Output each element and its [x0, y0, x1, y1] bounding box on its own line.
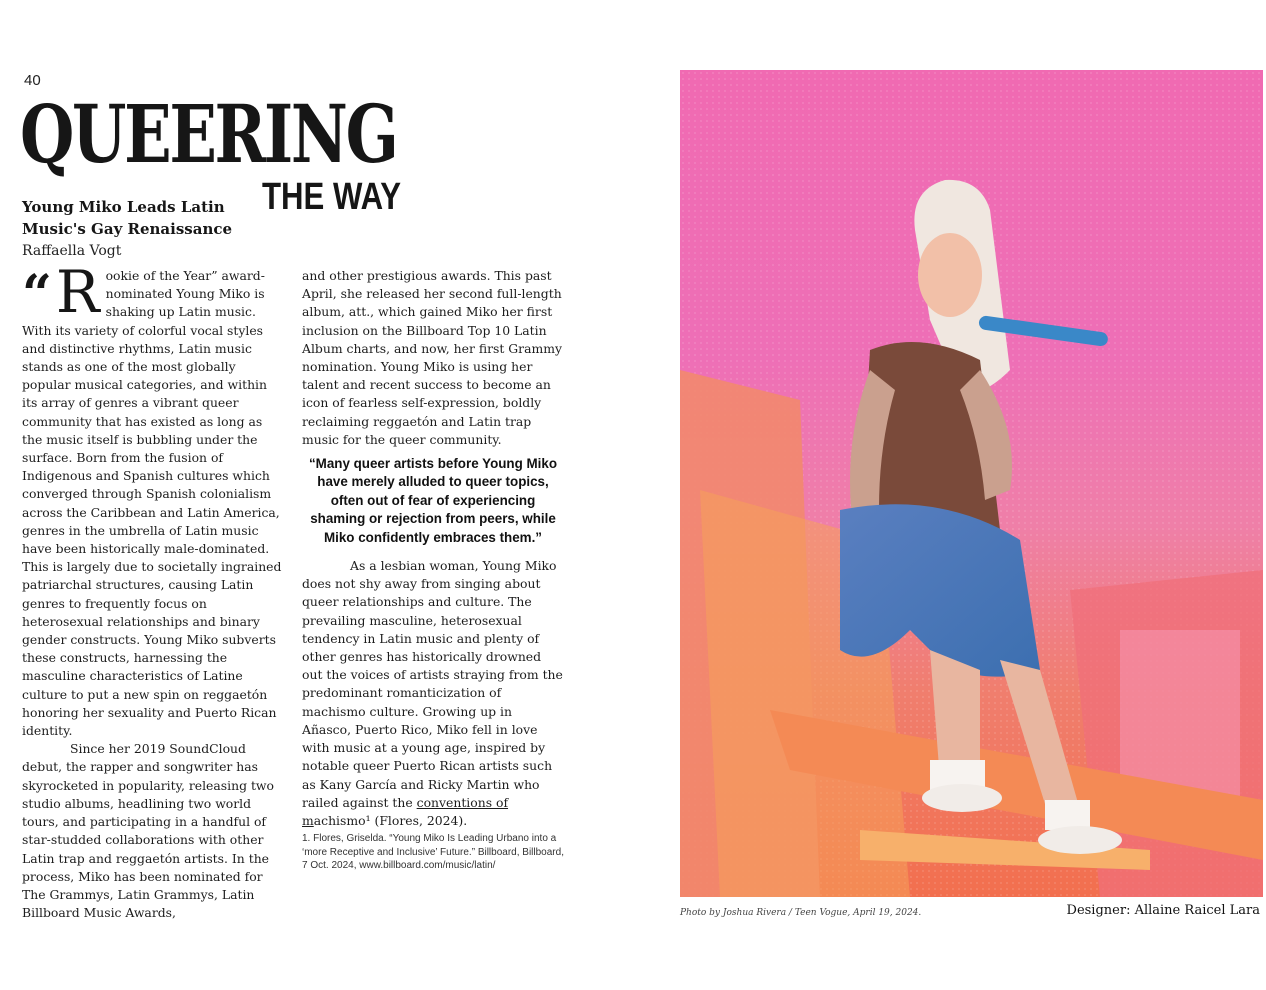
- feature-photo: [680, 70, 1263, 897]
- designer-credit: Designer: Allaine Raicel Lara: [1066, 903, 1260, 918]
- performer-illustration: [680, 70, 1263, 897]
- pull-quote: “Many queer artists before Young Miko have merely alluded to queer topics, often out of fear of experiencing shaming or rejection from peers, while Miko confidently embraces them.”: [308, 456, 558, 545]
- body-column-1: [22, 258, 286, 922]
- body-paragraph: As a lesbian woman, Young Miko does not shy away from singing about queer relationships and culture. The prevailing masculine, heterosexual tendency in Latin music and plenty of other genres has historically drowned out the voices of artists straying from the predominant romanticization of machismo culture. Growing up in Añasco, Puerto Rico, Miko fell in love with music at a young age, inspired by notable queer Puerto Rican artists such as Kany García and Ricky Martin who railed against the conventions of machismo¹ (Flores, 2024).: [302, 558, 563, 828]
- underlined-text: conventions of m: [302, 794, 509, 828]
- body-paragraph: and other prestigious awards. This past April, she released her second full-length album, att., which gained Miko her first inclusion on the Billboard Top 10 Latin Album charts, and now, her first Grammy nomination. Young Miko is using her talent and recent success to become an icon of fearless self-expression, boldly reclaiming reggaetón and Latin trap music for the queer community.: [302, 268, 562, 447]
- footnote: 1. Flores, Griselda. “Young Miko Is Leading Urbano into a ‘more Receptive and Inclusive’ Future.” Billboard, Billboard, 7 Oct. 2024, www.billboard.com/music/latin/: [302, 833, 564, 872]
- photo-credit: Photo by Joshua Rivera / Teen Vogue, April 19, 2024.: [680, 908, 922, 918]
- author-byline: Raffaella Vogt: [22, 243, 122, 259]
- article-subtitle: Young Miko Leads Latin Music's Gay Renaissance: [22, 198, 233, 238]
- article-title: QUEERING: [20, 87, 397, 181]
- body-column-2: [302, 267, 564, 830]
- page-number: 40: [24, 72, 41, 89]
- drop-cap: “ R: [22, 258, 100, 326]
- intro-text: ookie of the Year” award-nominated Young Miko is shaking up Latin music. With its variety of colorful vocal styles and distinctive rhythms, Latin music stands as one of the most globally popular musical categories, and within its array of genres a vibrant queer community that has existed as long as the music itself is bubbling under the surface. Born from the fusion of Indigenous and Spanish cultures which converged through Spanish colonialism across the Caribbean and Latin America, genres in the umbrella of Latin music have been historically male-dominated. This is largely due to societally ingrained patriarchal structures, causing Latin genres to frequently focus on heterosexual relationships and binary gender constructs. Young Miko subverts these constructs, harnessing the masculine characteristics of Latine culture to put a new spin on reggaetón honoring her sexuality and Puerto Rican identity.: [22, 268, 282, 739]
- article-title-secondary: THE WAY: [262, 176, 402, 218]
- intro-paragraph: [22, 258, 286, 740]
- body-paragraph: Since her 2019 SoundCloud debut, the rapper and songwriter has skyrocketed in popularity, releasing two studio albums, headlining two world tours, and participating in a handful of star-studded collaborations with other Latin trap and reggaetón artists. In the process, Miko has been nominated for The Grammys, Latin Grammys, Latin Billboard Music Awards,: [22, 741, 274, 921]
